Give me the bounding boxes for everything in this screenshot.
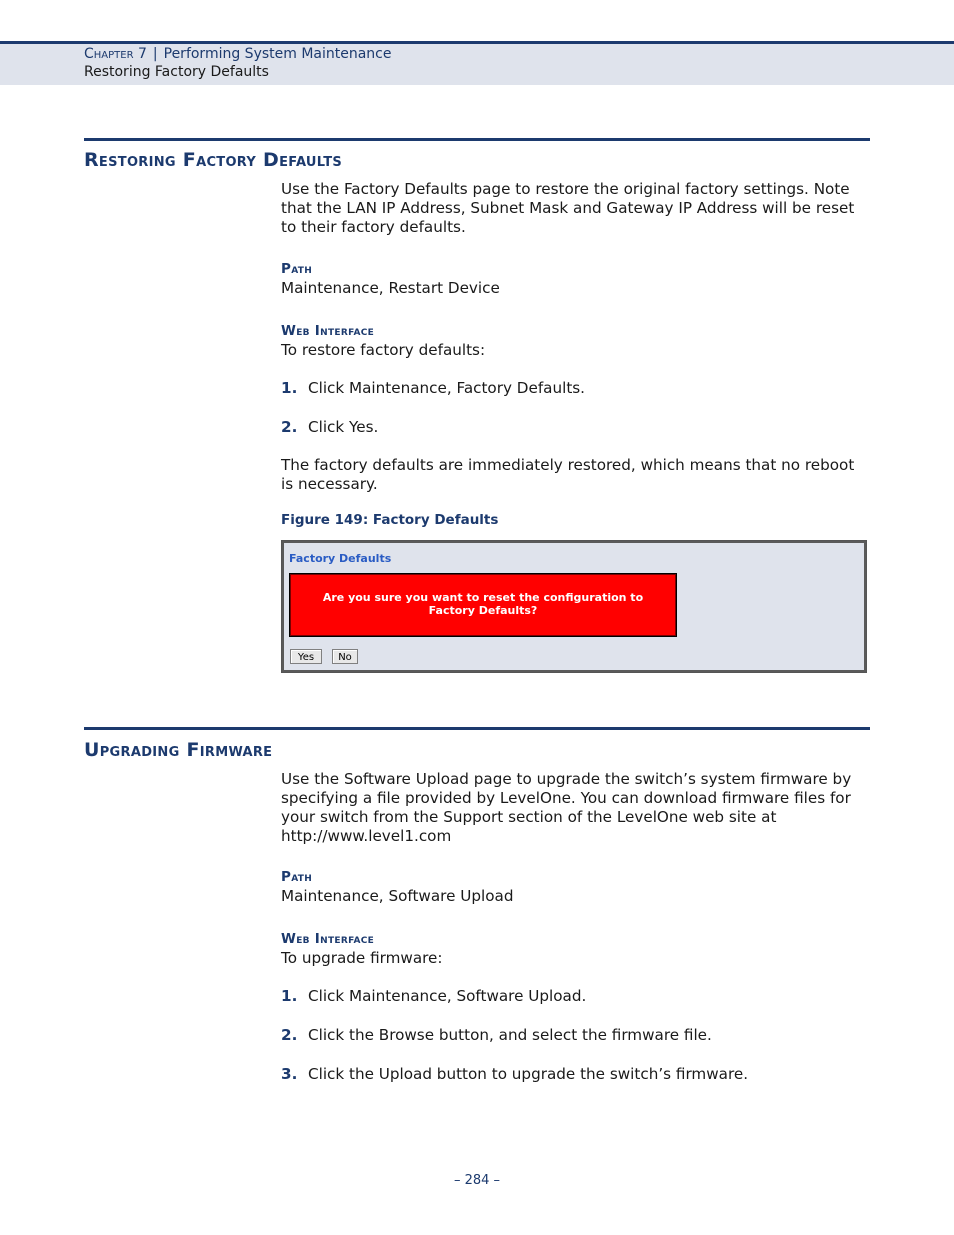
- step-number: 2.: [281, 1026, 298, 1044]
- confirmation-alert: [289, 573, 677, 637]
- figure-screenshot: [281, 540, 867, 673]
- step-item: [281, 418, 871, 437]
- yes-button[interactable]: Yes: [290, 649, 322, 664]
- path-heading: Path: [281, 869, 313, 885]
- running-header-chapter: [84, 46, 392, 62]
- section-rule: [84, 138, 870, 141]
- step-text: Click Maintenance, Factory Defaults.: [308, 379, 586, 397]
- figure-panel: [284, 543, 864, 670]
- web-interface-intro: To upgrade firmware:: [281, 949, 443, 967]
- section-title: Upgrading Firmware: [84, 739, 273, 761]
- page-number: – 284 –: [453, 1173, 501, 1188]
- step-number: 1.: [281, 987, 298, 1005]
- step-text: Click the Browse button, and select the firmware file.: [308, 1026, 712, 1044]
- chapter-label: Chapter 7: [84, 46, 147, 62]
- web-interface-heading: Web Interface: [281, 931, 375, 947]
- step-text: Click Maintenance, Software Upload.: [308, 987, 587, 1005]
- web-interface-heading: Web Interface: [281, 323, 375, 339]
- step-number: 1.: [281, 379, 298, 397]
- alert-message: [290, 591, 676, 617]
- no-button[interactable]: No: [332, 649, 358, 664]
- figure-page-title: Factory Defaults: [289, 552, 392, 565]
- step-item: [281, 379, 871, 398]
- header-separator: |: [152, 46, 158, 62]
- section-intro: Use the Software Upload page to upgrade the switch’s system firmware by specifying a file provided by LevelOne. You can download firmware files for your switch from the Support section of the LevelOne web site at http://www.level1.com: [281, 770, 852, 845]
- section-rule: [84, 727, 870, 730]
- section-note: The factory defaults are immediately restored, which means that no reboot is necessary.: [281, 456, 855, 493]
- step-item: [281, 1065, 871, 1084]
- figure-caption: Figure 149: Factory Defaults: [281, 512, 499, 528]
- chapter-title: Performing System Maintenance: [163, 46, 392, 62]
- step-number: 3.: [281, 1065, 298, 1083]
- step-item: [281, 1026, 871, 1045]
- path-text: Maintenance, Restart Device: [281, 279, 500, 297]
- step-text: Click Yes.: [308, 418, 379, 436]
- path-heading: Path: [281, 261, 313, 277]
- alert-line-2: Factory Defaults?: [428, 604, 538, 617]
- alert-line-1: Are you sure you want to reset the configuration to: [322, 591, 644, 604]
- path-text: Maintenance, Software Upload: [281, 887, 514, 905]
- step-text: Click the Upload button to upgrade the switch’s firmware.: [308, 1065, 749, 1083]
- step-number: 2.: [281, 418, 298, 436]
- running-header-section: Restoring Factory Defaults: [84, 64, 269, 80]
- web-interface-intro: To restore factory defaults:: [281, 341, 486, 359]
- step-item: [281, 987, 871, 1006]
- section-intro: Use the Factory Defaults page to restore the original factory settings. Note that the LAN IP Address, Subnet Mask and Gateway IP Address will be reset to their factory defaults.: [281, 180, 855, 236]
- section-title: Restoring Factory Defaults: [84, 149, 343, 171]
